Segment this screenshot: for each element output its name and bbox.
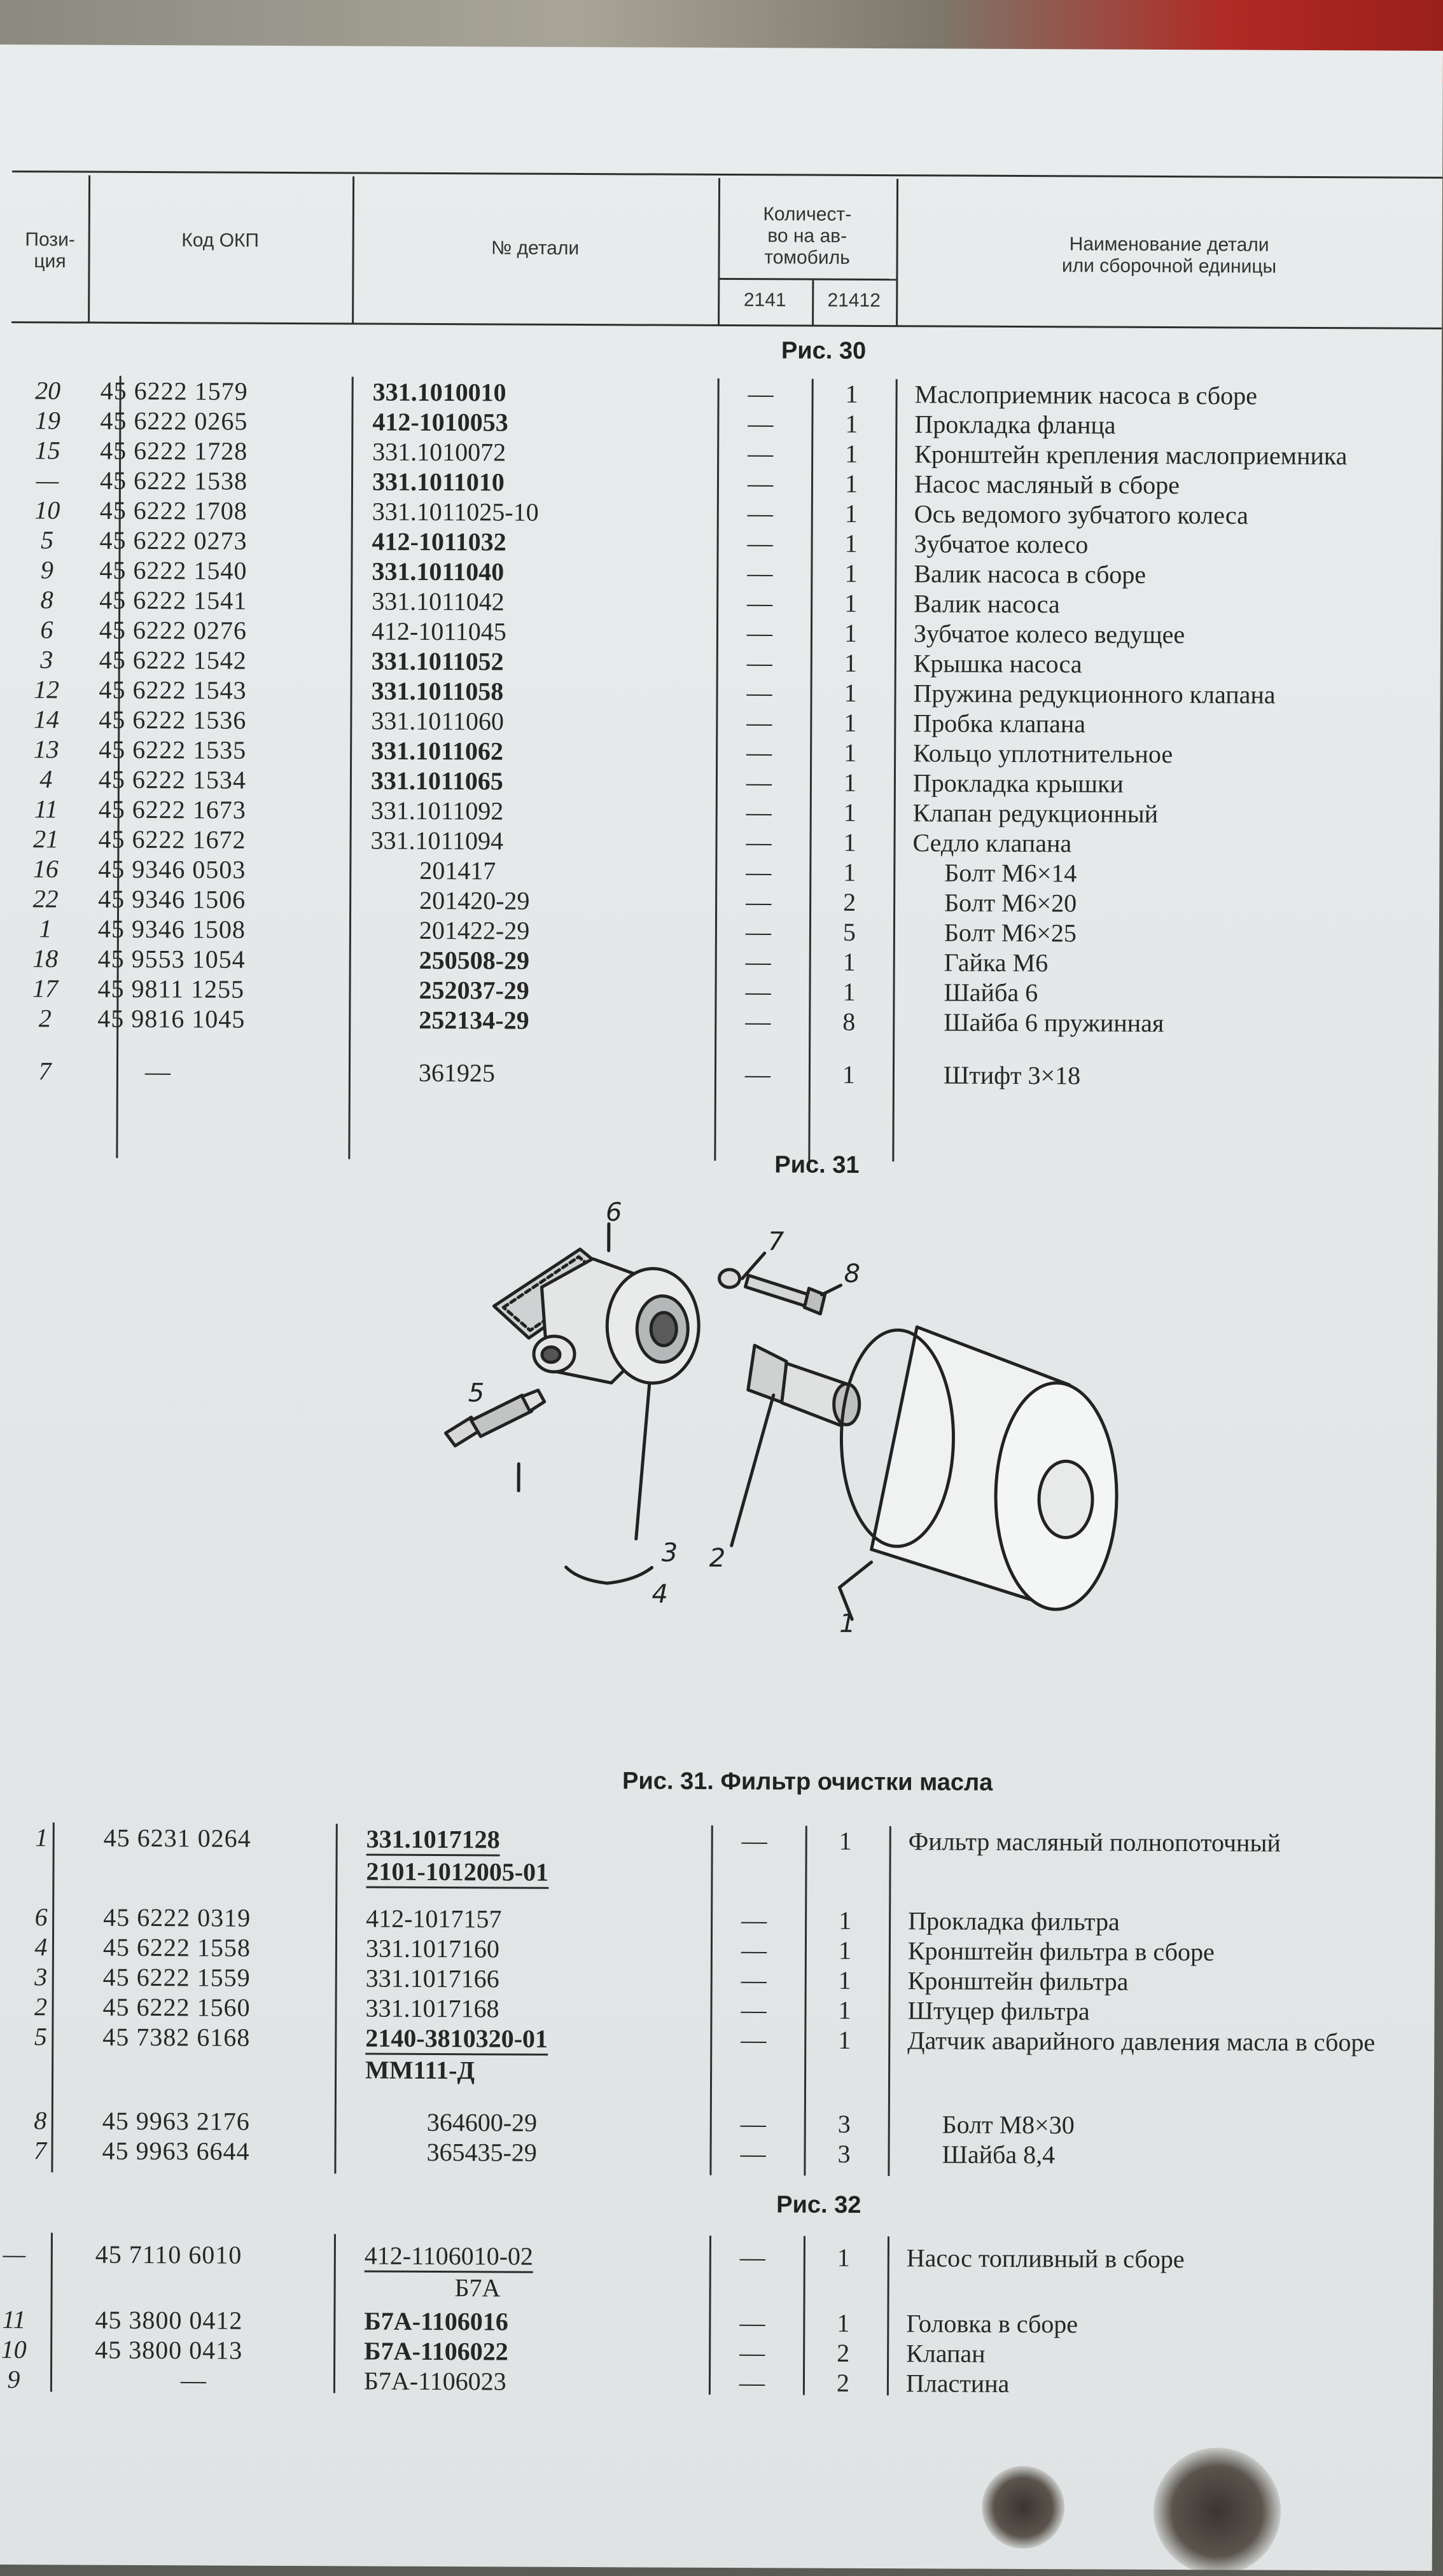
- row-okp-code: 45 6222 1672: [98, 824, 246, 854]
- row-position: 1: [35, 1823, 48, 1852]
- row-detail-number: 331.1010010: [372, 377, 506, 407]
- row-position: 4: [34, 1932, 48, 1962]
- row-okp-code: 45 9346 1506: [98, 884, 246, 914]
- row-position: 7: [33, 2136, 47, 2165]
- row-part-name: Пластина: [905, 2369, 1010, 2398]
- row-qty-21412: 1: [838, 1965, 851, 1995]
- row-qty-21412: 1: [843, 828, 856, 857]
- table-row: [0, 1056, 1439, 1092]
- oil-filter-drawing: [432, 1191, 1223, 1703]
- row-part-name: Кронштейн крепления маслоприемника: [914, 440, 1348, 471]
- row-detail-number: Б7А-1106022: [364, 2336, 508, 2366]
- row-detail-number: 331.1011065: [370, 766, 503, 796]
- row-part-name: Болт М6×25: [944, 918, 1077, 948]
- row-qty-2141: —: [746, 798, 772, 827]
- row-okp-code: 45 6222 1579: [100, 376, 248, 406]
- table-row: [0, 2239, 1433, 2275]
- row-part-name: Ось ведомого зубчатого колеса: [914, 499, 1249, 530]
- row-part-name: Фильтр масляный полнопоточный: [908, 1827, 1281, 1857]
- row-okp-code: 45 7382 6168: [102, 2022, 251, 2052]
- row-part-name: Штуцер фильтра: [907, 1996, 1090, 2026]
- row-qty-2141: —: [744, 1060, 771, 1089]
- row-qty-21412: 1: [838, 1995, 851, 2025]
- row-qty-2141: —: [747, 529, 773, 558]
- callout-2: 2: [709, 1543, 726, 1573]
- row-qty-21412: 1: [844, 678, 857, 707]
- row-qty-2141: —: [747, 469, 774, 498]
- section-title-fig30: Рис. 30: [781, 337, 867, 364]
- row-qty-21412: 1: [844, 738, 857, 767]
- row-okp-code: 45 6231 0264: [103, 1823, 251, 1853]
- row-detail-number: Б7А-1106023: [363, 2366, 506, 2396]
- row-position: 18: [32, 944, 59, 973]
- row-okp-code: 45 6222 1560: [102, 1992, 251, 2022]
- row-qty-21412: 1: [839, 1906, 852, 1935]
- row-okp-code: 45 9963 6644: [102, 2136, 250, 2166]
- header-position: Пози- ция: [25, 229, 75, 272]
- row-qty-21412: 1: [842, 1060, 856, 1089]
- row-qty-2141: —: [740, 2139, 766, 2168]
- row-qty-21412: 1: [844, 529, 858, 558]
- row-qty-21412: 1: [837, 2308, 850, 2337]
- row-okp-code: 45 6222 1558: [102, 1932, 251, 1962]
- row-part-name: Болт М8×30: [942, 2110, 1075, 2140]
- row-detail-number: 412-1106010-02: [365, 2241, 533, 2273]
- row-detail-number: 252134-29: [419, 1005, 529, 1035]
- row-detail-number: 331.1017168: [365, 1993, 499, 2023]
- row-okp-code: 45 6222 1535: [99, 735, 247, 765]
- row-detail-number: 201422-29: [419, 915, 530, 945]
- row-detail-number: 331.1011040: [372, 557, 505, 586]
- header-quantity: Количест- во на ав- томобиль: [763, 204, 852, 268]
- row-position: 8: [34, 2106, 47, 2135]
- row-detail-number: 331.1011060: [371, 706, 504, 736]
- callout-1: 1: [839, 1609, 856, 1638]
- row-part-name: Насос масляный в сборе: [914, 469, 1180, 500]
- row-okp-code: 45 6222 1559: [102, 1962, 251, 1992]
- row-part-name: Гайка М6: [944, 948, 1049, 978]
- row-okp-code: 45 6222 1536: [99, 705, 247, 735]
- row-okp-code: 45 9963 2176: [102, 2106, 250, 2136]
- row-detail-number: 2140-3810320-01: [365, 2023, 548, 2056]
- row-qty-2141: —: [741, 1965, 767, 1995]
- row-detail-number: 250508-29: [419, 945, 530, 975]
- callout-6: 6: [605, 1198, 622, 1228]
- row-part-name: Маслоприемник насоса в сборе: [914, 380, 1258, 410]
- row-part-name: Клапан: [906, 2339, 986, 2368]
- row-qty-2141: —: [739, 2368, 765, 2397]
- row-part-name: Прокладка фильтра: [908, 1906, 1120, 1936]
- row-qty-21412: 2: [843, 887, 856, 917]
- row-position: 11: [2, 2305, 26, 2334]
- row-qty-2141: —: [739, 2338, 765, 2367]
- row-part-name: Болт М6×14: [944, 858, 1077, 888]
- row-position: 14: [33, 705, 59, 734]
- row-position: 17: [32, 974, 59, 1003]
- header-part-name: Наименование детали или сборочной единицы: [1061, 233, 1277, 277]
- row-position: 12: [33, 675, 60, 704]
- row-position: 5: [34, 2022, 47, 2051]
- row-position: 2: [34, 1992, 48, 2021]
- table-row: [0, 1003, 1439, 1039]
- row-okp-code: 45 6222 1542: [99, 645, 247, 675]
- row-detail-number: 412-1011045: [371, 616, 506, 646]
- row-qty-2141: —: [741, 1826, 767, 1855]
- row-part-name: Шайба 6 пружинная: [944, 1008, 1164, 1037]
- row-qty-2141: —: [746, 648, 772, 677]
- row-part-name: Валик насоса: [914, 589, 1060, 619]
- row-qty-2141: —: [746, 678, 772, 707]
- row-qty-21412: 3: [837, 2109, 851, 2138]
- row-okp-code: 45 3800 0413: [95, 2335, 243, 2365]
- row-position: 16: [32, 854, 59, 883]
- row-qty-2141: —: [746, 828, 772, 857]
- table-row-continued: [0, 2271, 1433, 2307]
- row-part-name: Штифт 3×18: [943, 1060, 1081, 1090]
- table-row-continued: [0, 1855, 1435, 1891]
- row-qty-2141: —: [739, 2308, 765, 2337]
- row-part-name: Головка в сборе: [906, 2309, 1078, 2339]
- header-okp-code: Код ОКП: [181, 230, 260, 251]
- row-part-name: Валик насоса в сборе: [914, 559, 1147, 589]
- table-row: [0, 2021, 1434, 2058]
- row-detail-number: 412-1017157: [366, 1904, 502, 1934]
- row-qty-21412: 1: [844, 558, 858, 588]
- row-okp-code: 45 6222 1540: [99, 555, 247, 585]
- row-qty-21412: 1: [838, 2025, 851, 2054]
- row-part-name: Клапан редукционный: [912, 798, 1159, 828]
- row-qty-21412: 1: [845, 409, 858, 438]
- table-row: [0, 2364, 1433, 2400]
- row-position: —: [3, 2240, 26, 2269]
- row-okp-code: 45 9346 1508: [97, 914, 246, 944]
- row-position: 11: [34, 794, 58, 824]
- row-detail-number: 412-1010053: [372, 407, 508, 437]
- row-position: 8: [40, 585, 53, 614]
- row-detail-number: 361925: [418, 1058, 496, 1088]
- row-qty-21412: 1: [844, 588, 858, 618]
- row-okp-code: 45 3800 0412: [95, 2305, 243, 2335]
- row-detail-number: 331.1011010: [372, 467, 505, 497]
- row-qty-21412: 3: [837, 2139, 851, 2168]
- row-okp-code: —: [180, 2365, 207, 2395]
- row-qty-2141: —: [746, 857, 772, 887]
- row-qty-2141: —: [745, 947, 771, 976]
- row-part-name: Пружина редукционного клапана: [913, 679, 1276, 709]
- row-detail-number: 252037-29: [419, 975, 529, 1005]
- row-detail-number: 412-1011032: [372, 527, 506, 557]
- row-detail-number: 201417: [419, 855, 496, 885]
- row-okp-code: —: [144, 1057, 172, 1086]
- row-detail-number: Б7А-1106016: [364, 2306, 508, 2336]
- row-qty-2141: —: [748, 379, 774, 408]
- row-part-name: Пробка клапана: [913, 709, 1086, 738]
- header-qty-21412: 21412: [827, 289, 881, 312]
- catalog-page: [0, 45, 1443, 2571]
- page-stain: [1154, 2448, 1281, 2575]
- row-qty-21412: 1: [839, 1826, 852, 1855]
- row-okp-code: 45 6222 1673: [98, 794, 246, 824]
- row-qty-21412: 1: [845, 379, 858, 408]
- row-qty-21412: 1: [838, 1935, 852, 1965]
- row-position: 1: [39, 914, 52, 943]
- table-row: [0, 1822, 1435, 1859]
- callout-8: 8: [844, 1259, 861, 1289]
- row-position: 10: [34, 495, 60, 525]
- row-qty-21412: 8: [842, 1007, 856, 1036]
- row-qty-2141: —: [740, 2109, 766, 2138]
- row-okp-code: 45 6222 0276: [99, 615, 247, 645]
- row-qty-21412: 1: [843, 857, 856, 887]
- row-position: 9: [40, 555, 53, 585]
- row-part-name: Шайба 8,4: [942, 2140, 1056, 2170]
- row-detail-number: 331.1017160: [365, 1934, 500, 1963]
- row-qty-21412: 1: [837, 2243, 850, 2272]
- row-detail-number: 331.1017128: [366, 1824, 500, 1857]
- row-qty-2141: —: [746, 738, 772, 767]
- row-position: 4: [39, 765, 53, 794]
- row-okp-code: 45 6222 1708: [99, 495, 247, 525]
- row-qty-21412: 1: [844, 708, 857, 737]
- row-part-name: Прокладка фланца: [914, 410, 1116, 440]
- row-okp-code: 45 6222 0319: [103, 1902, 251, 1932]
- row-part-name: Крышка насоса: [913, 649, 1082, 679]
- row-position: 22: [32, 884, 59, 913]
- callout-3: 3: [661, 1538, 678, 1568]
- row-qty-2141: —: [747, 558, 773, 588]
- row-detail-number: 201420-29: [419, 885, 530, 915]
- row-detail-number: 331.1011025-10: [372, 497, 539, 527]
- row-position: 15: [34, 436, 60, 465]
- row-detail-number-alt: ММ111-Д: [365, 2055, 475, 2085]
- row-okp-code: 45 7110 6010: [95, 2240, 242, 2269]
- row-qty-21412: 1: [844, 618, 858, 647]
- table-row: [0, 2135, 1434, 2171]
- row-part-name: Насос топливный в сборе: [906, 2243, 1185, 2274]
- row-position: 10: [1, 2335, 27, 2364]
- row-position: 7: [38, 1056, 52, 1086]
- row-part-name: Кольцо уплотнительное: [913, 738, 1173, 769]
- row-qty-21412: 1: [845, 439, 858, 468]
- row-qty-2141: —: [745, 1007, 771, 1036]
- row-qty-2141: —: [741, 2025, 767, 2054]
- header-qty-rule: [718, 278, 896, 280]
- row-qty-2141: —: [741, 1906, 767, 1935]
- row-qty-2141: —: [746, 708, 772, 737]
- section-title-fig31: Рис. 31: [774, 1151, 860, 1179]
- header-qty-2141: 2141: [743, 289, 786, 311]
- row-okp-code: 45 9553 1054: [97, 944, 246, 974]
- header-top-rule: [12, 170, 1442, 179]
- row-qty-2141: —: [747, 499, 773, 528]
- row-detail-number: 331.1010072: [372, 437, 506, 467]
- row-position: 6: [40, 615, 53, 644]
- row-position: 3: [34, 1962, 48, 1991]
- row-qty-21412: 1: [844, 499, 858, 528]
- row-part-name: Кронштейн фильтра: [907, 1966, 1129, 1996]
- row-detail-number: 331.1011062: [371, 736, 504, 766]
- callout-7: 7: [767, 1227, 784, 1257]
- row-qty-2141: —: [746, 618, 773, 647]
- row-qty-21412: 1: [843, 768, 857, 797]
- row-okp-code: 45 6222 1543: [99, 675, 247, 705]
- oil-filter-illustration: [432, 1191, 1223, 1703]
- row-detail-number: 364600-29: [426, 2107, 538, 2137]
- row-qty-2141: —: [748, 409, 774, 438]
- row-qty-2141: —: [747, 588, 773, 618]
- row-detail-number: 331.1017166: [365, 1963, 499, 1993]
- row-okp-code: 45 9816 1045: [97, 1004, 246, 1034]
- row-qty-2141: —: [745, 977, 771, 1006]
- row-qty-21412: 1: [842, 977, 856, 1006]
- row-detail-number: 365435-29: [426, 2137, 537, 2167]
- figure-caption-fig31: Рис. 31. Фильтр очистки масла: [622, 1768, 993, 1796]
- row-detail-number: 331.1011058: [371, 676, 504, 706]
- row-qty-2141: —: [748, 439, 774, 468]
- row-position: 9: [7, 2365, 20, 2394]
- row-position: 6: [34, 1902, 48, 1932]
- row-qty-2141: —: [745, 917, 772, 946]
- page-stain: [982, 2466, 1065, 2549]
- row-qty-21412: 1: [844, 469, 858, 498]
- row-qty-21412: 1: [842, 947, 856, 976]
- row-qty-21412: 1: [843, 798, 856, 827]
- row-position: —: [36, 466, 59, 495]
- row-detail-number-alt: Б7А: [454, 2273, 501, 2302]
- row-part-name: Седло клапана: [912, 828, 1072, 858]
- row-qty-21412: 2: [837, 2338, 850, 2367]
- row-part-name: Шайба 6: [944, 978, 1038, 1008]
- row-position: 3: [40, 645, 53, 674]
- row-qty-2141: —: [746, 768, 772, 797]
- row-detail-number: 331.1011052: [371, 646, 504, 676]
- row-detail-number: 331.1011094: [370, 826, 504, 855]
- row-okp-code: 45 6222 1728: [100, 436, 248, 466]
- row-okp-code: 45 9346 0503: [98, 854, 246, 884]
- row-okp-code: 45 9811 1255: [97, 974, 245, 1004]
- callout-5: 5: [468, 1378, 485, 1408]
- row-qty-2141: —: [741, 1935, 767, 1965]
- row-qty-21412: 2: [836, 2368, 850, 2397]
- header-detail-number: № детали: [491, 237, 580, 259]
- row-part-name: Прокладка крышки: [912, 768, 1124, 798]
- row-part-name: Датчик аварийного давления масла в сборе: [907, 2026, 1376, 2057]
- row-position: 19: [34, 406, 61, 435]
- row-detail-number: 331.1011042: [372, 586, 505, 616]
- row-position: 21: [32, 824, 59, 854]
- header-bottom-rule: [11, 321, 1442, 329]
- row-part-name: Зубчатое колесо ведущее: [913, 619, 1185, 649]
- row-position: 2: [38, 1004, 52, 1033]
- row-part-name: Кронштейн фильтра в сборе: [907, 1936, 1215, 1967]
- row-okp-code: 45 6222 0273: [99, 525, 247, 555]
- row-detail-number: 331.1011092: [370, 796, 504, 826]
- row-okp-code: 45 6222 1538: [99, 466, 248, 495]
- row-qty-21412: 5: [842, 917, 856, 946]
- row-position: 20: [35, 376, 61, 405]
- row-position: 5: [41, 525, 54, 555]
- row-qty-2141: —: [746, 887, 772, 917]
- section-title-fig32: Рис. 32: [776, 2191, 861, 2219]
- table-row-continued: [0, 2053, 1434, 2089]
- row-qty-2141: —: [741, 1995, 767, 2025]
- row-part-name: Болт М6×20: [944, 888, 1077, 918]
- row-qty-21412: 1: [844, 648, 857, 677]
- row-position: 13: [33, 735, 59, 764]
- row-part-name: Зубчатое колесо: [914, 529, 1089, 559]
- callout-4: 4: [652, 1579, 668, 1609]
- row-qty-2141: —: [739, 2243, 765, 2272]
- row-detail-number-alt: 2101-1012005-01: [366, 1857, 548, 1889]
- row-okp-code: 45 6222 1534: [98, 765, 247, 794]
- row-okp-code: 45 6222 1541: [99, 585, 247, 615]
- row-okp-code: 45 6222 0265: [100, 406, 248, 436]
